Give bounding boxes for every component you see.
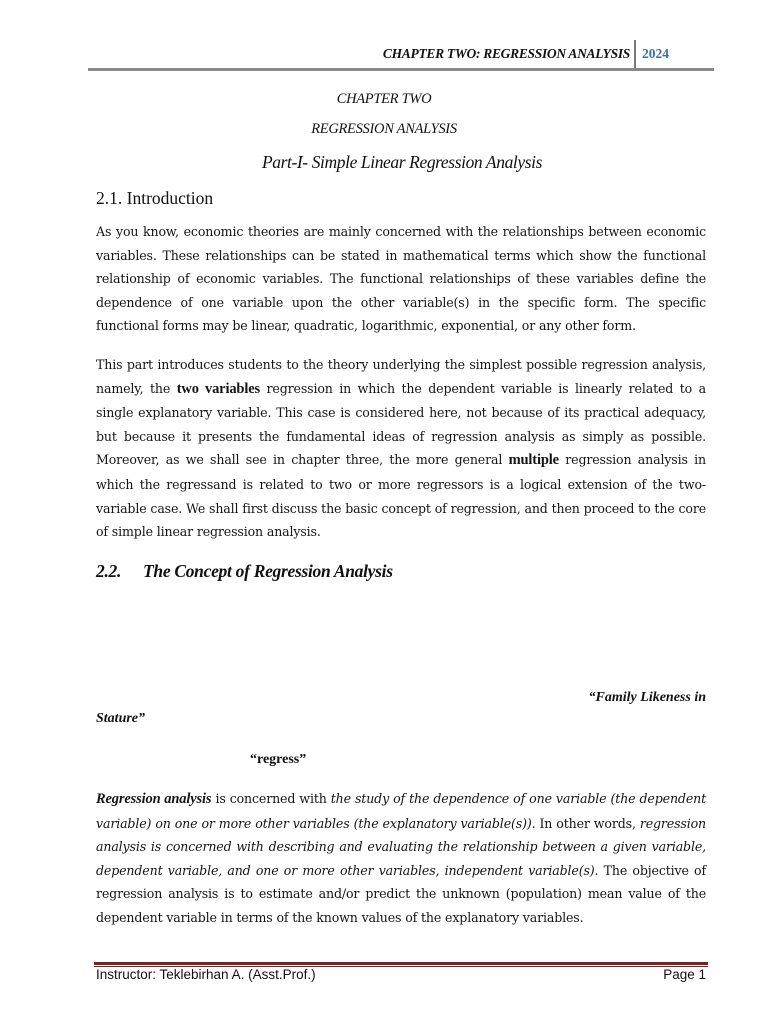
header-separator	[634, 40, 636, 68]
intro-paragraph-1: As you know, economic theories are mainly concerned with the relationships between economic variables. These relationships can be stated in mathematical terms which show the functional relationship of economic variables. The functional relationships of these variables define the dependence of one variable upon the other variable(s) in the specific form. The specific functional forms may be linear, quadratic, logarithmic, exponential, or any other form.	[96, 224, 706, 334]
header-rule	[88, 68, 714, 71]
intro-paragraph-2	[96, 353, 706, 544]
text-run: The objective of regression analysis is to estimate and/or predict the unknown (population) mean value of the dependent variable in terms of the known values of the explanatory variables.	[96, 862, 706, 925]
text-run: In other words,	[535, 815, 640, 831]
italic-definition-2: regression analysis is concerned with describing and evaluating the relationship between a given variable, dependent variable, and one or more other variables, independent variable(s).	[96, 815, 706, 878]
quote-regress: “regress”	[250, 752, 307, 767]
bold-term-two-variables: two variables	[176, 380, 261, 397]
quote-stature: Stature”	[96, 711, 146, 726]
chapter-title: REGRESSION ANALYSIS	[311, 121, 457, 137]
header-title: CHAPTER TWO: REGRESSION ANALYSIS	[382, 46, 630, 61]
text-run: regression analysis in which the regressand is related to two or more regressors is a logical extension of the two-variable case. We shall first discuss the basic concept of regression, and then proceed to the core of simple linear regression analysis.	[96, 452, 706, 540]
part-title: Part-I- Simple Linear Regression Analysis	[261, 152, 543, 172]
page-header	[0, 40, 768, 70]
chapter-number: CHAPTER TWO	[336, 91, 432, 107]
text-run: is concerned with	[211, 791, 331, 806]
bold-term-multiple: multiple	[508, 452, 559, 469]
footer-page-number: Page 1	[663, 967, 706, 982]
section-heading-introduction: 2.1. Introduction	[96, 188, 214, 208]
section-number: 2.2.	[96, 561, 122, 581]
text-run: regression in which the dependent variable is linearly related to a single explanatory variable. This case is considered here, not because of its practical adequacy, but because it presents the fundamental ideas of regression analysis as simply as possible. Moreover, as we shall see in chapter three, the more general	[96, 380, 706, 468]
term-regression-analysis: Regression analysis	[96, 791, 212, 807]
italic-definition: the study of the dependence of one variable (the dependent variable) on one or more other variables (the explanatory variable(s)).	[96, 791, 706, 831]
section-title: The Concept of Regression Analysis	[143, 561, 393, 581]
footer-rule	[94, 962, 708, 965]
header-year: 2024	[642, 46, 669, 61]
section-heading-concept	[96, 561, 393, 582]
regression-definition-paragraph	[96, 787, 706, 930]
footer-instructor: Instructor: Teklebirhan A. (Asst.Prof.)	[96, 967, 316, 982]
text-run: This part introduces students to the theory underlying the simplest possible regression analysis, namely, the	[96, 357, 706, 396]
quote-family-likeness: “Family Likeness in	[588, 690, 706, 705]
